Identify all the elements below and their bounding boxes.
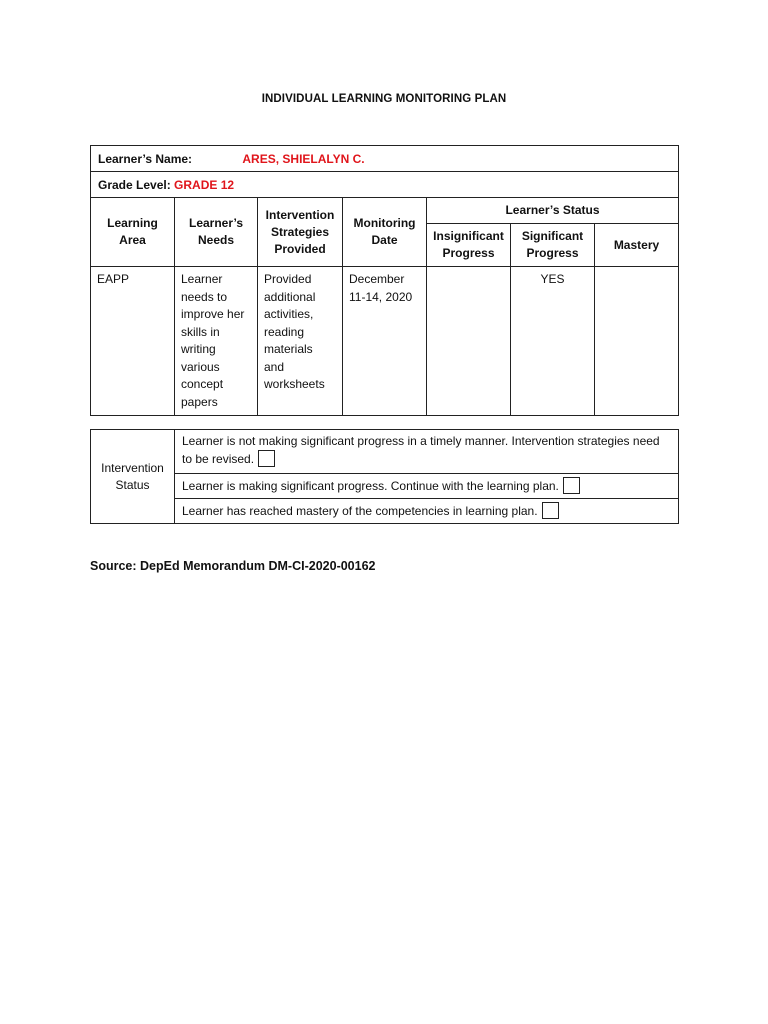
cell-monitoring-date: December 11-14, 2020 <box>343 267 427 416</box>
document-title: INDIVIDUAL LEARNING MONITORING PLAN <box>261 93 507 105</box>
intervention-status-table <box>90 429 679 524</box>
grade-level-row <box>91 172 679 198</box>
header-intervention-strategies: Intervention Strategies Provided <box>258 198 343 267</box>
status-option-mastery <box>175 499 679 524</box>
revise-checkbox[interactable] <box>258 450 275 467</box>
learner-name-cell <box>91 146 679 172</box>
intervention-status-label: Intervention Status <box>91 430 175 524</box>
header-significant-progress: Significant Progress <box>511 224 595 267</box>
learner-name-label: Learner’s Name: <box>98 151 193 166</box>
cell-significant-progress: YES <box>511 267 595 416</box>
source-citation: Source: DepEd Memorandum DM-CI-2020-00162 <box>90 559 376 573</box>
header-learning-area: Learning Area <box>91 198 175 267</box>
header-mastery: Mastery <box>595 224 679 267</box>
monitoring-plan-table <box>90 145 679 416</box>
header-insignificant-progress: Insignificant Progress <box>427 224 511 267</box>
header-row-1 <box>91 198 679 224</box>
grade-level-value: GRADE 12 <box>174 177 235 192</box>
grade-level-label: Grade Level: <box>98 177 171 192</box>
status-option-mastery-text: Learner has reached mastery of the competencies in learning plan. <box>182 504 538 518</box>
cell-intervention-strategies: Provided additional activities, reading materials and worksheets <box>258 267 343 416</box>
continue-checkbox[interactable] <box>563 477 580 494</box>
header-learners-status: Learner’s Status <box>427 198 679 224</box>
header-monitoring-date: Monitoring Date <box>343 198 427 267</box>
learner-name-value: ARES, SHIELALYN C. <box>242 151 365 166</box>
header-learners-needs: Learner’s Needs <box>175 198 258 267</box>
status-option-revise <box>175 430 679 474</box>
cell-learning-area: EAPP <box>91 267 175 416</box>
status-option-revise-text: Learner is not making significant progress in a timely manner. Intervention strategies need to be revised. <box>182 434 660 466</box>
cell-learners-needs: Learner needs to improve her skills in writing various concept papers <box>175 267 258 416</box>
cell-mastery <box>595 267 679 416</box>
status-option-continue <box>175 474 679 499</box>
mastery-checkbox[interactable] <box>542 502 559 519</box>
grade-level-cell <box>91 172 679 198</box>
learner-name-row <box>91 146 679 172</box>
cell-insignificant-progress <box>427 267 511 416</box>
status-option-continue-text: Learner is making significant progress. Continue with the learning plan. <box>182 479 559 493</box>
table-row <box>91 267 679 416</box>
